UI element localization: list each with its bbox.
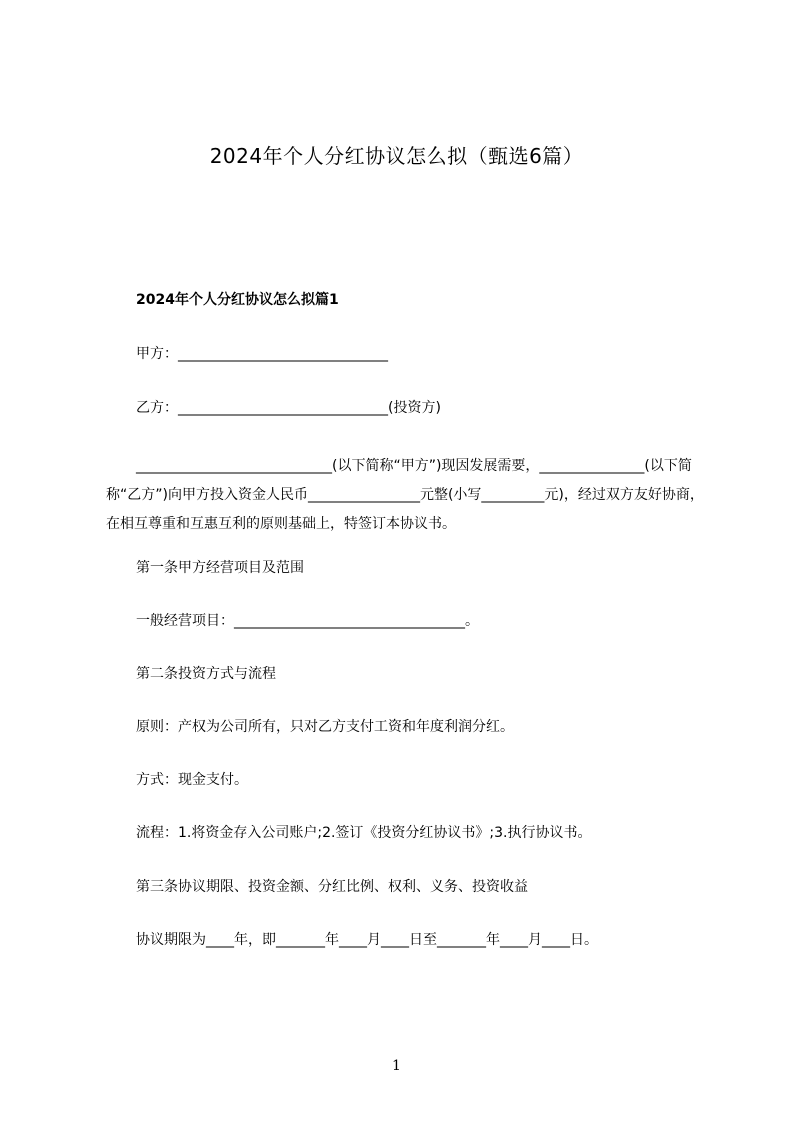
page-title: 2024年个人分红协议怎么拟（甄选6篇） <box>209 144 584 168</box>
term-line: 协议期限为____年，即_______年____月____日至_______年____月____日。 <box>136 932 598 948</box>
article-2-title: 第二条投资方式与流程 <box>136 666 276 682</box>
article-3-title: 第三条协议期限、投资金额、分红比例、权利、义务、投资收益 <box>136 879 528 895</box>
business-scope-line: 一般经营项目：_________________________________。 <box>136 613 479 629</box>
party-a-line: 甲方：______________________________ <box>136 346 388 362</box>
intro-paragraph <box>106 452 706 539</box>
method-line: 方式：现金支付。 <box>136 772 248 788</box>
party-b-line: 乙方：______________________________(投资方) <box>136 400 441 416</box>
principle-line: 原则：产权为公司所有，只对乙方支付工资和年度利润分红。 <box>136 719 514 735</box>
intro-paragraph-text: ____________________________(以下简称“甲方”)现因发展需要，_______________(以下简称“乙方”)向甲方投入资金人民币________________元整(小写_________元)，经过双方友好协商，在相互尊重和互惠互利的原则基础上，特签订本协议书。 <box>106 458 704 532</box>
article-1-title: 第一条甲方经营项目及范围 <box>136 560 304 576</box>
section-heading: 2024年个人分红协议怎么拟篇1 <box>136 292 339 308</box>
page-number: 1 <box>392 1058 401 1074</box>
process-line: 流程：1.将资金存入公司账户;2.签订《投资分红协议书》;3.执行协议书。 <box>136 825 592 841</box>
